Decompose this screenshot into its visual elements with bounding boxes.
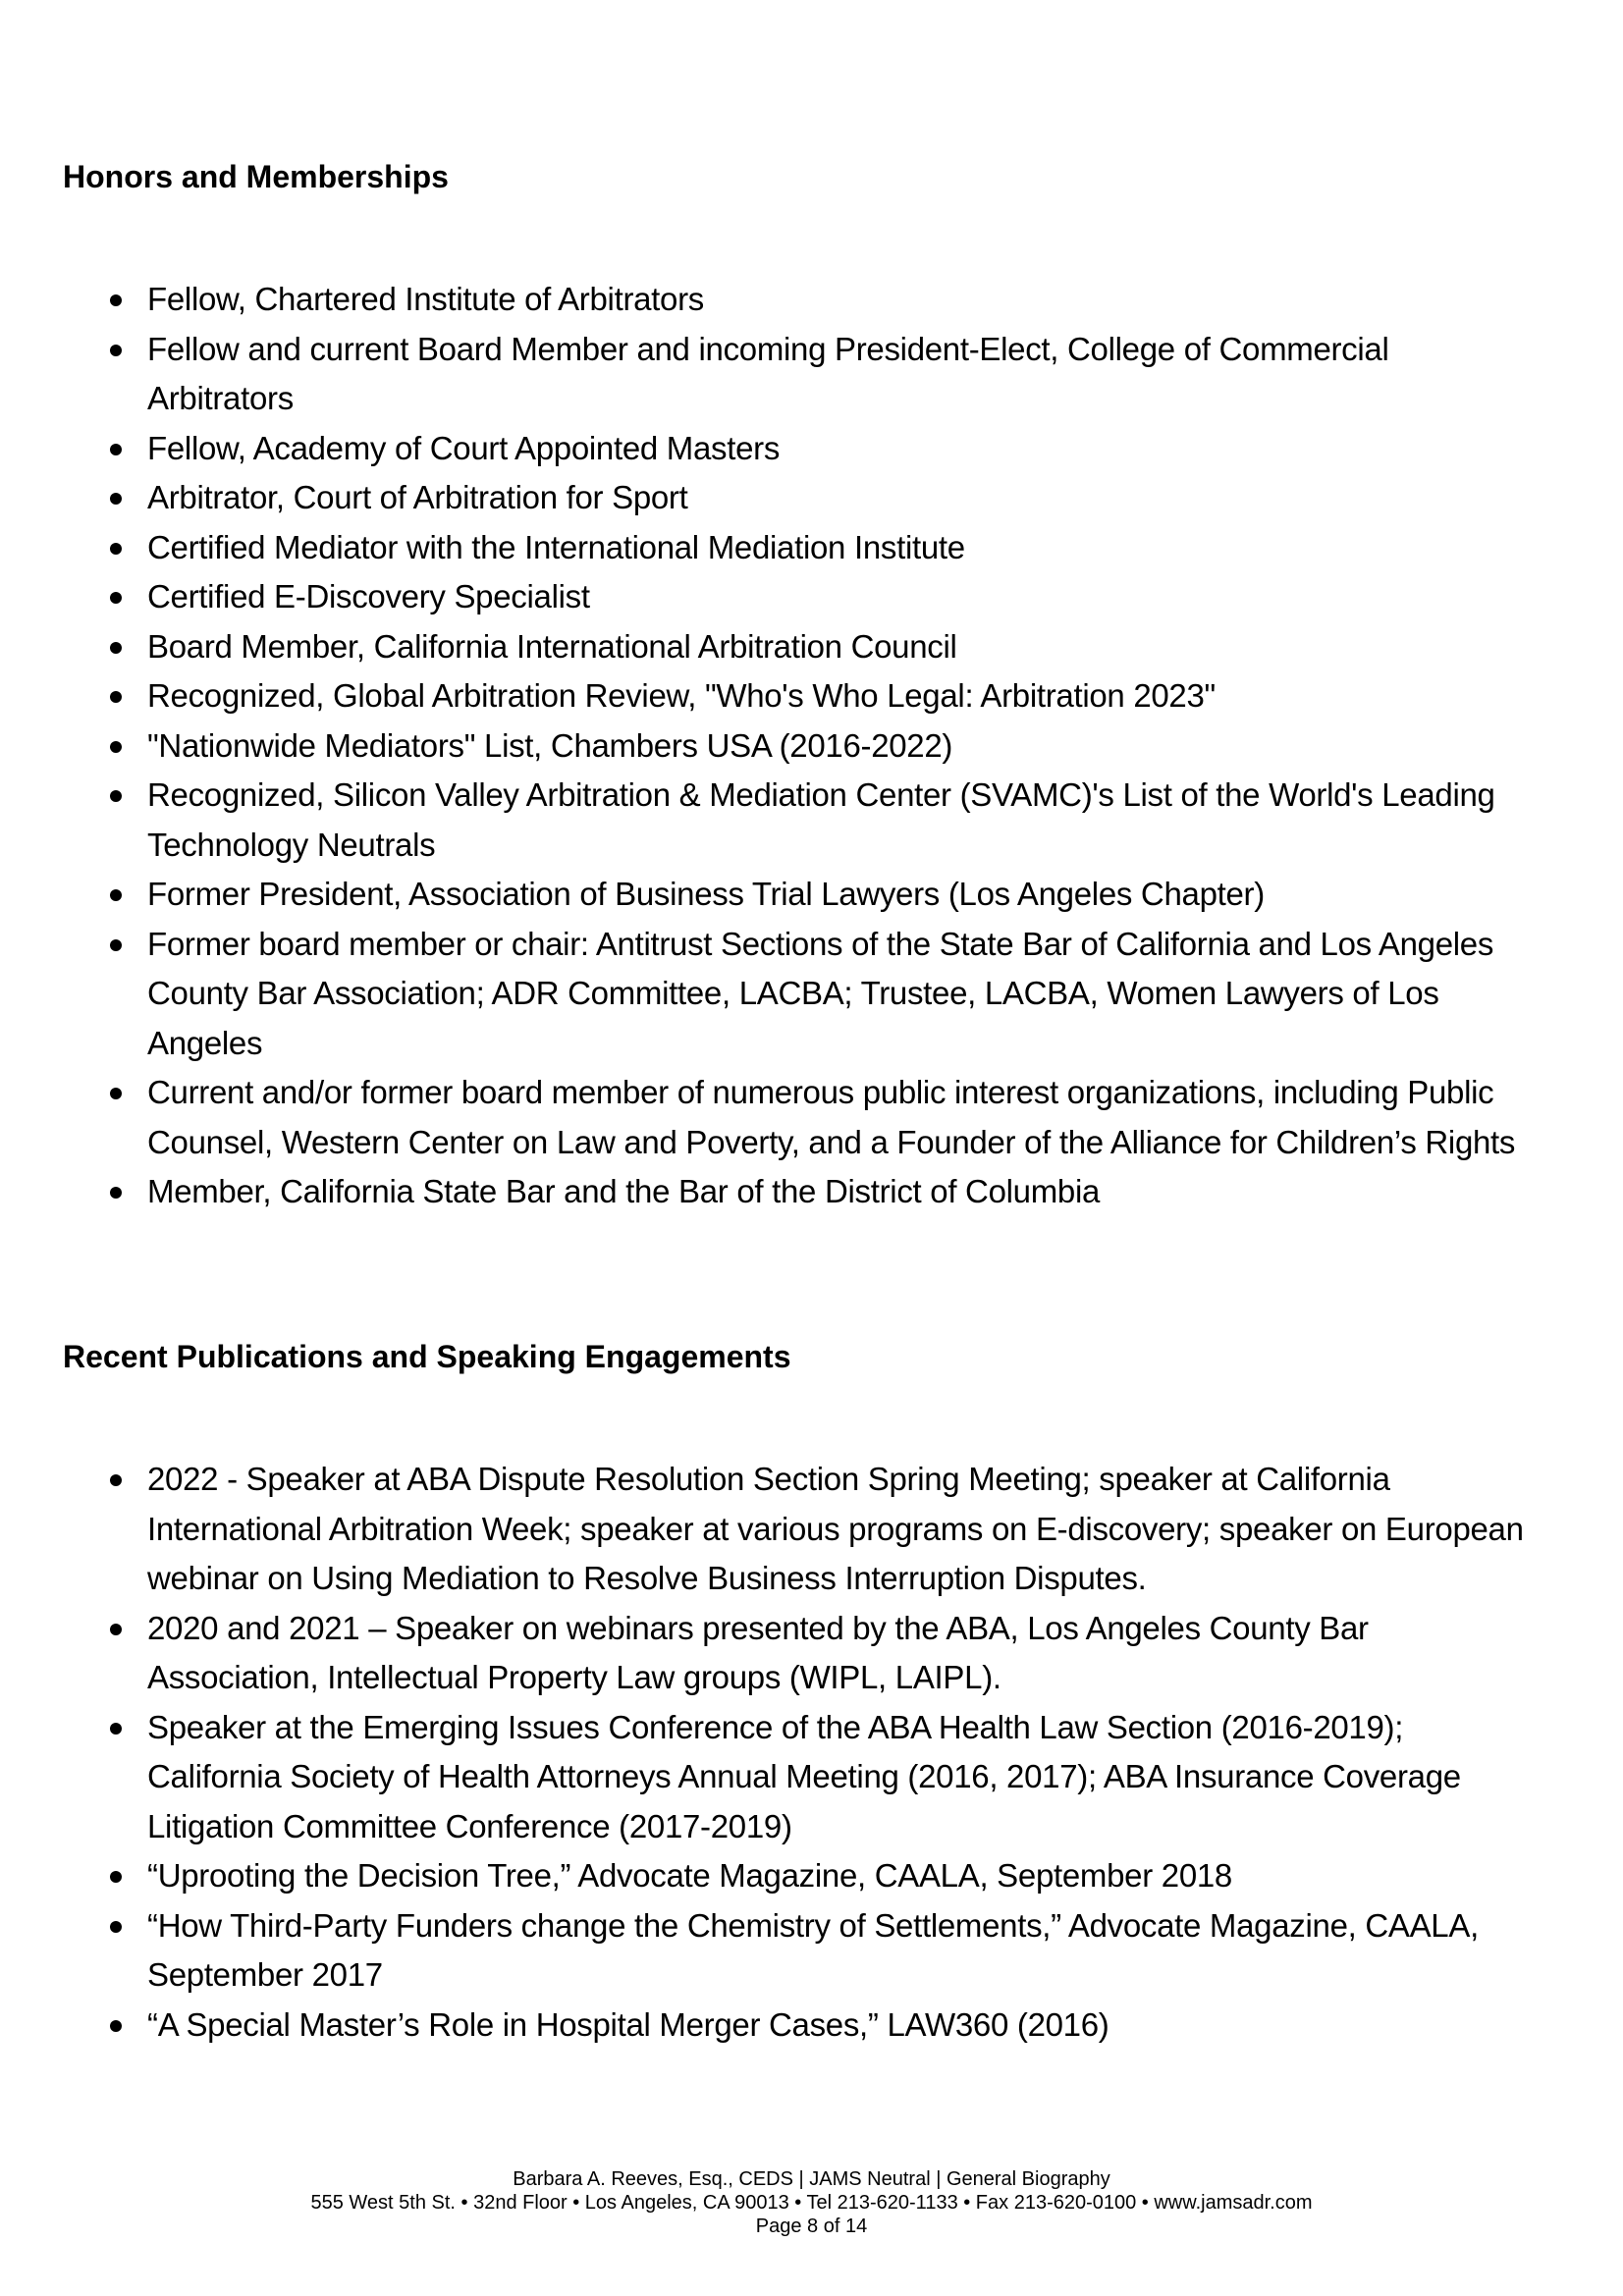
list-item: Speaker at the Emerging Issues Conference of the ABA Health Law Section (2016-2019); California Society of Health Attorneys Annual Meeting (2016, 2017); ABA Insurance Coverage Litigation Committee Conference (2017-2019)	[108, 1703, 1532, 1852]
list-item: Member, California State Bar and the Bar of the District of Columbia	[108, 1167, 1532, 1217]
honors-heading: Honors and Memberships	[63, 159, 449, 194]
footer-address: 555 West 5th St. • 32nd Floor • Los Angeles, CA 90013 • Tel 213-620-1133 • Fax 213-620-0100 • www.jamsadr.com	[310, 2192, 1313, 2214]
list-item: Board Member, California International Arbitration Council	[108, 622, 1532, 672]
list-item: “Uprooting the Decision Tree,” Advocate Magazine, CAALA, September 2018	[108, 1851, 1532, 1901]
list-item: Fellow, Chartered Institute of Arbitrators	[108, 275, 1532, 325]
list-item: Certified E-Discovery Specialist	[108, 572, 1532, 622]
list-item: Arbitrator, Court of Arbitration for Sport	[108, 473, 1532, 523]
list-item: Fellow and current Board Member and incoming President-Elect, College of Commercial Arbitrators	[108, 325, 1532, 424]
footer-title: Barbara A. Reeves, Esq., CEDS | JAMS Neutral | General Biography	[513, 2168, 1110, 2190]
list-item: Recognized, Global Arbitration Review, "Who's Who Legal: Arbitration 2023"	[108, 671, 1532, 721]
list-item: Former board member or chair: Antitrust Sections of the State Bar of California and Los Angeles County Bar Association; ADR Committee, LACBA; Trustee, LACBA, Women Lawyers of Los Angeles	[108, 920, 1532, 1069]
list-item: “A Special Master’s Role in Hospital Merger Cases,” LAW360 (2016)	[108, 2001, 1532, 2051]
list-item: Recognized, Silicon Valley Arbitration & Mediation Center (SVAMC)'s List of the World's Leading Technology Neutrals	[108, 771, 1532, 870]
page-number: Page 8 of 14	[755, 2216, 868, 2237]
list-item: Certified Mediator with the International Mediation Institute	[108, 523, 1532, 573]
list-item: “How Third-Party Funders change the Chemistry of Settlements,” Advocate Magazine, CAALA, September 2017	[108, 1901, 1532, 2001]
list-item: Current and/or former board member of numerous public interest organizations, including Public Counsel, Western Center on Law and Poverty, and a Founder of the Alliance for Children’s Rights	[108, 1068, 1532, 1167]
list-item: 2022 - Speaker at ABA Dispute Resolution Section Spring Meeting; speaker at California International Arbitration Week; speaker at various programs on E-discovery; speaker on European webinar on Using Mediation to Resolve Business Interruption Disputes.	[108, 1455, 1532, 1604]
publications-heading: Recent Publications and Speaking Engagements	[63, 1339, 791, 1374]
list-item: Former President, Association of Business Trial Lawyers (Los Angeles Chapter)	[108, 870, 1532, 920]
list-item: 2020 and 2021 – Speaker on webinars presented by the ABA, Los Angeles County Bar Association, Intellectual Property Law groups (WIPL, LAIPL).	[108, 1604, 1532, 1703]
page-footer	[0, 2167, 1623, 2238]
publications-list	[108, 1455, 1532, 2050]
list-item: Fellow, Academy of Court Appointed Masters	[108, 424, 1532, 474]
list-item: "Nationwide Mediators" List, Chambers USA (2016-2022)	[108, 721, 1532, 772]
honors-list	[108, 275, 1532, 1217]
